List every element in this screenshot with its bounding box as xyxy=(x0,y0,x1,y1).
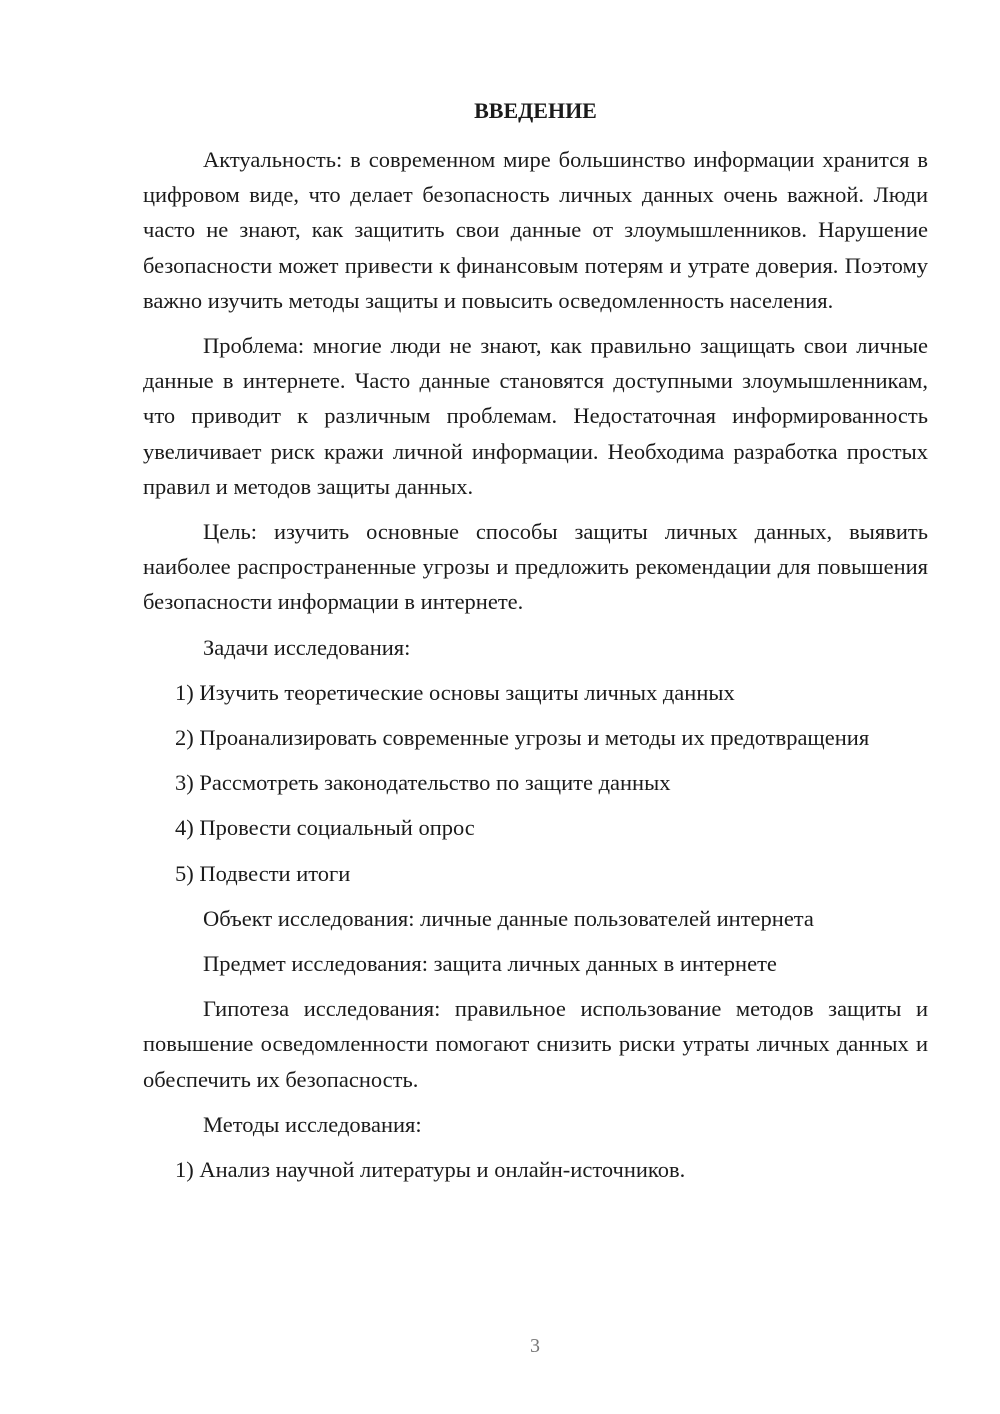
problem-paragraph: Проблема: многие люди не знают, как правильно защищать свои личные данные в интернете. Часто данные становятся доступными злоумышленникам, что приводит к различным проблемам. Недостаточная информированность увеличивает риск кражи личной информации. Необходима разработка простых правил и методов защиты данных. xyxy=(143,333,928,499)
hypothesis-paragraph: Гипотеза исследования: правильное использование методов защиты и повышение осведомленности помогают снизить риски утраты личных данных и обеспечить их безопасность. xyxy=(143,996,928,1092)
task-item-3: 3) Рассмотреть законодательство по защите данных xyxy=(175,770,671,796)
task-item-5: 5) Подвести итоги xyxy=(175,860,351,886)
method-item-1: 1) Анализ научной литературы и онлайн-источников. xyxy=(175,1157,686,1183)
tasks-heading: Задачи исследования: xyxy=(203,634,411,660)
goal-paragraph: Цель: изучить основные способы защиты личных данных, выявить наиболее распространенные угрозы и предложить рекомендации для повышения безопасности информации в интернете. xyxy=(143,519,928,615)
task-item-2: 2) Проанализировать современные угрозы и методы их предотвращения xyxy=(175,725,870,751)
page-content xyxy=(143,96,928,1197)
section-title: ВВЕДЕНИЕ xyxy=(474,98,597,123)
subject-paragraph: Предмет исследования: защита личных данных в интернете xyxy=(203,951,777,977)
relevance-paragraph: Актуальность: в современном мире большинство информации хранится в цифровом виде, что делает безопасность личных данных очень важной. Люди часто не знают, как защитить свои данные от злоумышленников. Нарушение безопасности может привести к финансовым потерям и утрате доверия. Поэтому важно изучить методы защиты и повысить осведомленность населения. xyxy=(143,147,928,313)
task-item-1: 1) Изучить теоретические основы защиты личных данных xyxy=(175,679,735,705)
page-number: 3 xyxy=(530,1335,540,1357)
object-paragraph: Объект исследования: личные данные пользователей интернета xyxy=(203,905,814,931)
methods-heading: Методы исследования: xyxy=(203,1111,422,1137)
task-item-4: 4) Провести социальный опрос xyxy=(175,815,475,841)
